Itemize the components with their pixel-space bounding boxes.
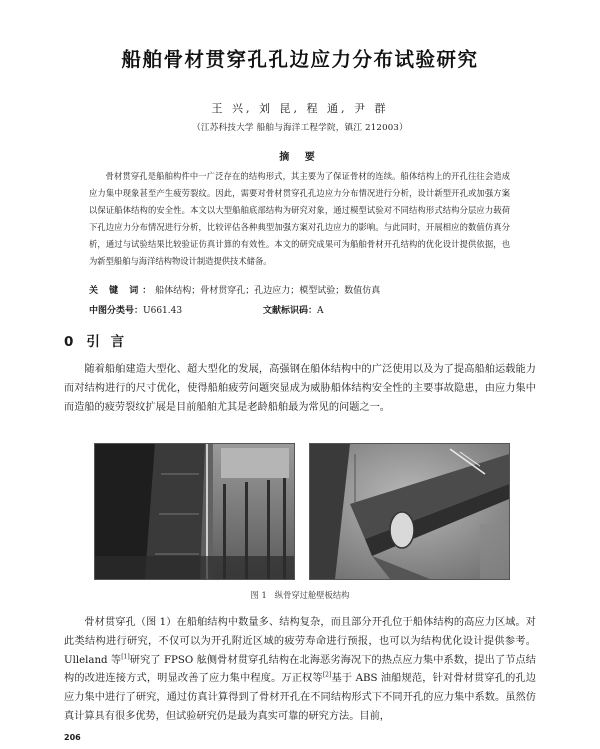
body-text-part-3: 基于 ABS 油船规范，针对骨材贯穿孔的孔边应力集中进行了研究，通过仿真计算得到了骨材开孔在不同结构形式下不同开孔的应力集中系数。虽然仿真计算具有很多优势，但试验研究仍是最为真实可靠的研究方法。目前，	[64, 673, 536, 722]
classification-line	[89, 303, 519, 316]
figure-caption	[0, 589, 600, 601]
keywords-line	[89, 283, 519, 296]
clc-label: 中图分类号：	[89, 306, 144, 316]
abstract-text: 骨材贯穿孔是船舶构件中一广泛存在的结构形式，其主要为了保证骨材的连续。船体结构上的开孔往往会造成应力集中现象甚至产生疲劳裂纹。因此，需要对骨材贯穿孔孔边应力分布情况进行分析，设计新型开孔或加强方案以保证船体结构的安全性。本文以大型船舶底部结构为研究对象，通过模型试验对不同结构形式结构分层应力载荷下孔边应力分布情况进行分析，比较评估各种典型加强方案对孔边应力的影响。与此同时，开展相应的数值仿真分析，通过与试验结果比较验证仿真计算的有效性。本文的研究成果可为船舶骨材开孔结构的优化设计提供依据，也为新型船舶与海洋结构物设计制造提供技术储备。	[89, 171, 510, 266]
citation-ref-1: [1]	[121, 653, 130, 661]
figure-photo-right	[309, 443, 510, 580]
citation-ref-2: [2]	[322, 672, 332, 679]
section-title: 引 言	[86, 334, 128, 350]
figure-label: 图 1	[250, 590, 267, 600]
keywords-value: 船体结构；骨材贯穿孔；孔边应力；模型试验；数值仿真	[155, 286, 381, 296]
body-text-part-2: 研究了 FPSO 舷侧骨材贯穿孔结构在北海恶劣海况下的热点应力集中系数，提出了节点结构的改进连接方式，明显改善了应力集中程度。万正权等	[64, 654, 536, 685]
clc-value: U661.43	[143, 306, 183, 316]
doc-code	[263, 303, 324, 316]
intro-paragraph: 随着船舶建造大型化、超大型化的发展，高强钢在船体结构中的广泛使用以及为了提高船舶运载能力而对结构进行的尺寸优化，使得船舶疲劳问题突显成为威胁船体结构安全性的主要事故隐患，由应力集中而造船的疲劳裂纹扩展是目前船舶尤其是老龄船舶最为常见的问题之一。	[64, 364, 536, 413]
doc-code-value: A	[317, 306, 324, 316]
doc-code-label: 文献标识码：	[263, 306, 318, 316]
figure-photo-left	[94, 443, 295, 580]
section-number: 0	[64, 334, 77, 350]
section-heading	[64, 330, 127, 350]
page-number: 206	[64, 733, 81, 742]
body-paragraph	[64, 614, 536, 727]
keywords-label: 关 键 词：	[89, 286, 156, 296]
figure-caption-text: 纵骨穿过舱壁板结构	[274, 590, 350, 600]
affiliation: （江苏科技大学 船舶与海洋工程学院，镇江 212003）	[192, 123, 408, 133]
paper-title: 船舶骨材贯穿孔孔边应力分布试验研究	[121, 48, 479, 71]
abstract-heading: 摘 要	[279, 152, 321, 163]
author-list: 王 兴, 刘 昆, 程 通, 尹 群	[211, 102, 389, 115]
body-text-part-1: 骨材贯穿孔（图 1）在船舶结构中数量多、结构复杂，而且部分开孔位于船体结构的高应力区域。对此类结构进行研究，不仅可以为开孔附近区域的疲劳寿命进行预报，也可以为结构优化设计提供参考。Ulleland 等	[64, 617, 536, 666]
